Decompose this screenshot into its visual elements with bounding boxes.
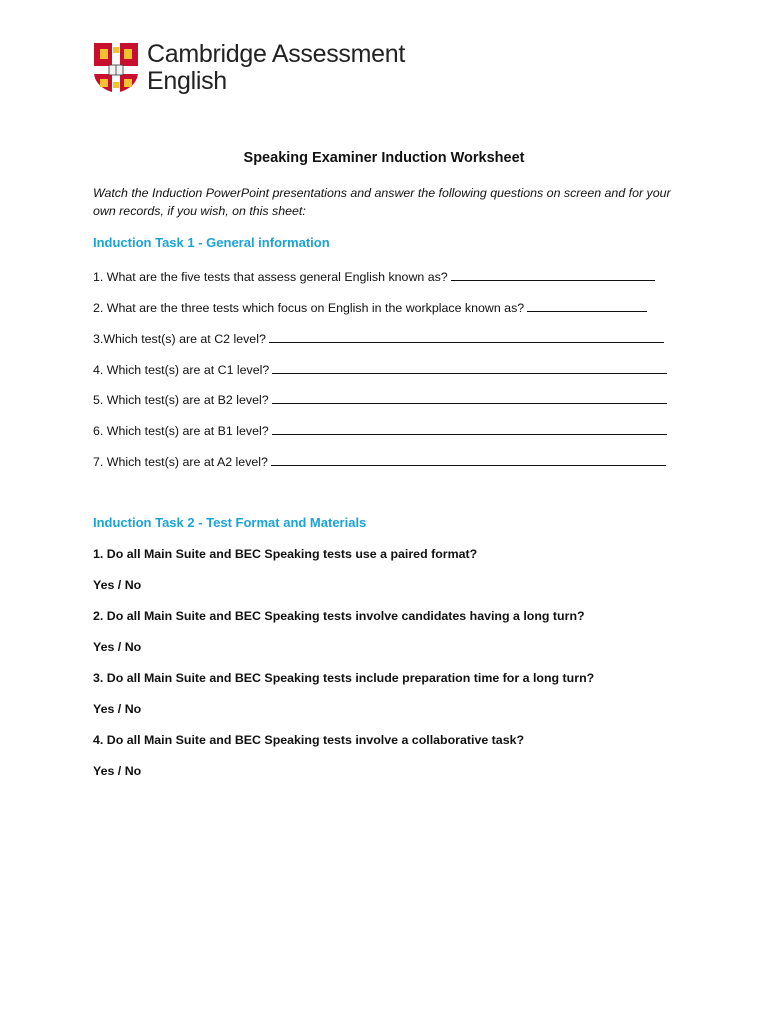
task1-question-7: 7. Which test(s) are at A2 level? [93, 453, 666, 469]
logo-text-line1: Cambridge Assessment [147, 40, 406, 68]
answer-line[interactable] [272, 361, 667, 374]
answer-line[interactable] [269, 330, 664, 343]
task1-question-6: 6. Which test(s) are at B1 level? [93, 422, 667, 438]
intro-text: Watch the Induction PowerPoint presentations and answer the following questions on screen and for your own records, if you wish, on this sheet: [93, 186, 671, 218]
answer-line[interactable] [272, 422, 667, 435]
task1-question-4: 4. Which test(s) are at C1 level? [93, 361, 667, 377]
cambridge-crest-icon [93, 42, 139, 94]
cambridge-logo [93, 42, 405, 94]
task2-answer-1[interactable]: Yes / No [93, 578, 142, 592]
page-title: Speaking Examiner Induction Worksheet [243, 150, 525, 166]
task2-heading: Induction Task 2 - Test Format and Materials [93, 515, 367, 530]
task2-answer-3[interactable]: Yes / No [93, 702, 142, 716]
task2-question-3: 3. Do all Main Suite and BEC Speaking tests include preparation time for a long turn? [93, 671, 595, 685]
task2-question-4: 4. Do all Main Suite and BEC Speaking tests involve a collaborative task? [93, 733, 525, 747]
task1-heading: Induction Task 1 - General information [93, 235, 330, 250]
task1-question-5: 5. Which test(s) are at B2 level? [93, 391, 667, 407]
answer-line[interactable] [272, 391, 667, 404]
task1-question-3: 3.Which test(s) are at C2 level? [93, 330, 664, 346]
answer-line[interactable] [271, 453, 666, 466]
answer-line[interactable] [527, 299, 647, 312]
task2-question-1: 1. Do all Main Suite and BEC Speaking tests use a paired format? [93, 547, 478, 561]
logo-text-line2: English [147, 67, 227, 95]
answer-line[interactable] [451, 268, 655, 281]
task1-question-2: 2. What are the three tests which focus on English in the workplace known as? [93, 299, 647, 315]
task2-answer-2[interactable]: Yes / No [93, 640, 142, 654]
task1-question-1: 1. What are the five tests that assess general English known as? [93, 268, 655, 284]
task2-question-2: 2. Do all Main Suite and BEC Speaking tests involve candidates having a long turn? [93, 609, 585, 623]
task2-answer-4[interactable]: Yes / No [93, 764, 142, 778]
